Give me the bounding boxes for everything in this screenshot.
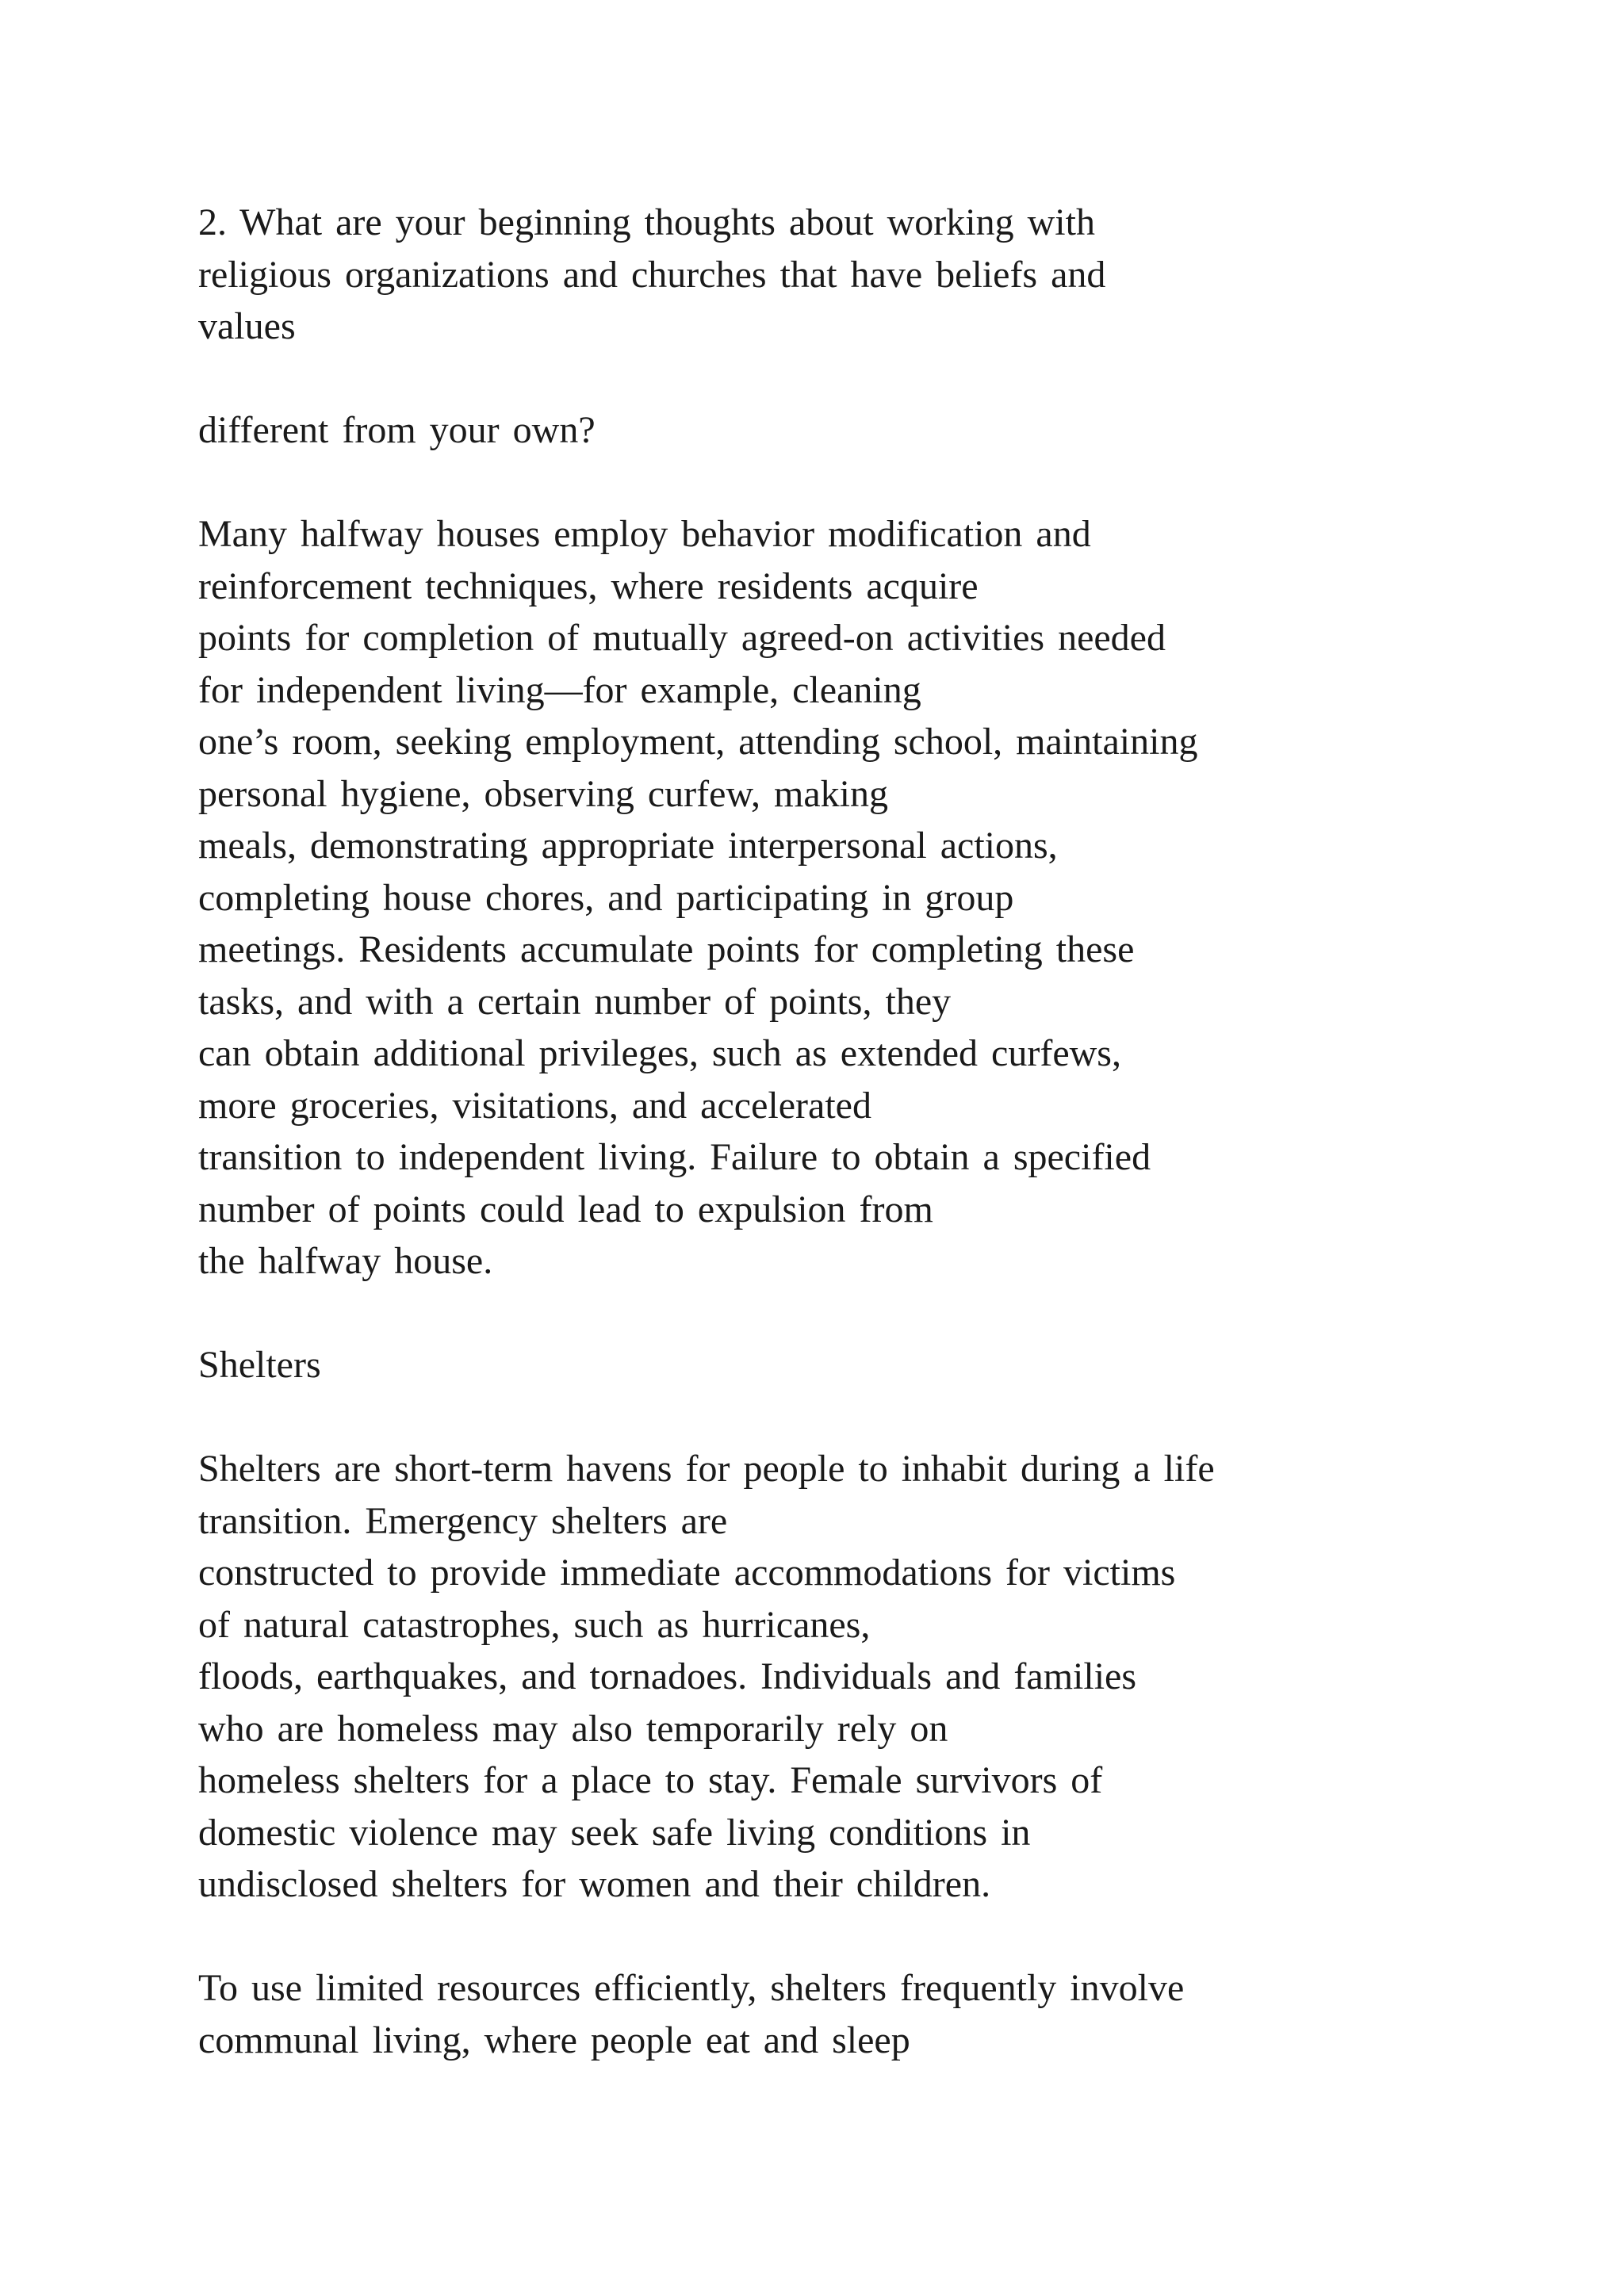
resources-paragraph	[198, 1962, 1499, 2066]
paragraph-line: constructed to provide immediate accommodations for victims	[198, 1552, 1176, 1594]
question-line: values	[198, 305, 296, 347]
paragraph-line: who are homeless may also temporarily rely on	[198, 1707, 948, 1750]
paragraph-line: for independent living—for example, cleaning	[198, 668, 921, 711]
halfway-houses-paragraph	[198, 508, 1499, 1288]
paragraph-line: one’s room, seeking employment, attending school, maintaining	[198, 721, 1198, 763]
paragraph-gap	[198, 353, 1499, 405]
question-paragraph	[198, 197, 1499, 353]
shelters-paragraph	[198, 1443, 1499, 1911]
paragraph-gap	[198, 457, 1499, 509]
paragraph-line: Shelters are short-term havens for people to inhabit during a life	[198, 1448, 1215, 1490]
paragraph-line: more groceries, visitations, and accelerated	[198, 1084, 871, 1127]
question-line: 2. What are your beginning thoughts about working with	[198, 201, 1095, 243]
paragraph-line: transition. Emergency shelters are	[198, 1499, 728, 1542]
question-continuation-line: different from your own?	[198, 409, 596, 451]
paragraph-line: completing house chores, and participating in group	[198, 876, 1014, 919]
paragraph-line: communal living, where people eat and sleep	[198, 2019, 910, 2061]
paragraph-line: homeless shelters for a place to stay. Female survivors of	[198, 1759, 1103, 1801]
paragraph-line: the halfway house.	[198, 1240, 493, 1282]
question-line: religious organizations and churches that have beliefs and	[198, 253, 1106, 296]
paragraph-line: reinforcement techniques, where residents acquire	[198, 564, 979, 607]
paragraph-line: To use limited resources efficiently, shelters frequently involve	[198, 1967, 1185, 2009]
paragraph-line: meetings. Residents accumulate points for completing these	[198, 928, 1135, 970]
paragraph-line: points for completion of mutually agreed-on activities needed	[198, 617, 1166, 659]
paragraph-line: meals, demonstrating appropriate interpersonal actions,	[198, 825, 1058, 867]
paragraph-line: domestic violence may seek safe living conditions in	[198, 1811, 1031, 1854]
paragraph-line: transition to independent living. Failure to obtain a specified	[198, 1136, 1151, 1178]
document-body	[198, 197, 1499, 2066]
paragraph-line: personal hygiene, observing curfew, making	[198, 772, 888, 815]
paragraph-line: of natural catastrophes, such as hurricanes,	[198, 1603, 871, 1646]
paragraph-line: Many halfway houses employ behavior modification and	[198, 513, 1091, 555]
paragraph-gap	[198, 1391, 1499, 1444]
section-heading-text: Shelters	[198, 1344, 321, 1386]
paragraph-gap	[198, 1911, 1499, 1963]
paragraph-line: undisclosed shelters for women and their children.	[198, 1863, 991, 1905]
paragraph-line: tasks, and with a certain number of points, they	[198, 980, 952, 1023]
question-continuation	[198, 404, 1499, 457]
section-heading	[198, 1339, 1499, 1391]
paragraph-line: number of points could lead to expulsion from	[198, 1188, 933, 1230]
paragraph-gap	[198, 1288, 1499, 1340]
paragraph-line: can obtain additional privileges, such as extended curfews,	[198, 1032, 1121, 1074]
paragraph-line: floods, earthquakes, and tornadoes. Individuals and families	[198, 1655, 1137, 1697]
